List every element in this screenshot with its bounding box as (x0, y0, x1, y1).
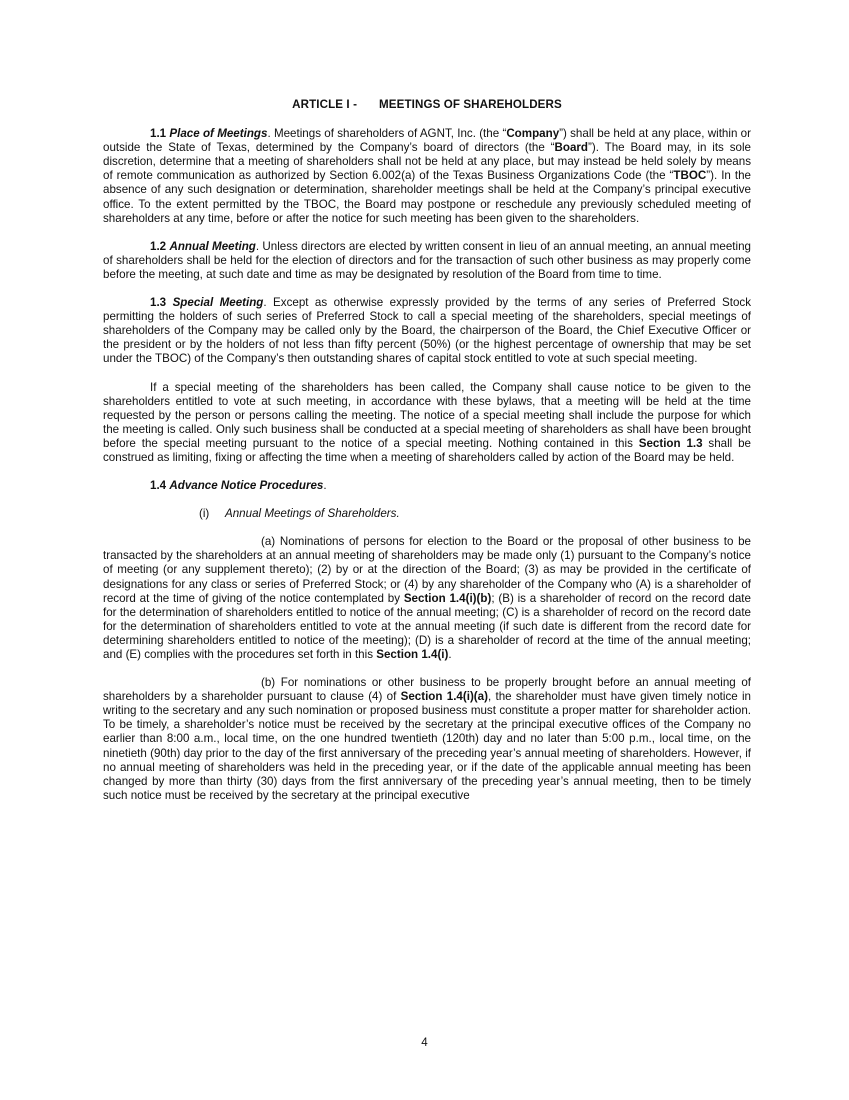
subsection-1-4-i (199, 507, 751, 521)
section-number: 1.2 (150, 239, 167, 253)
section-reference: Section 1.4(i)(a) (400, 690, 488, 704)
document-page (103, 98, 751, 817)
subsection-heading: Annual Meetings of Shareholders. (225, 507, 400, 521)
section-number: 1.1 (150, 127, 167, 141)
defined-term: TBOC (673, 169, 707, 183)
article-title: MEETINGS OF SHAREHOLDERS (379, 98, 562, 111)
section-reference: Section 1.3 (638, 436, 703, 450)
section-heading: Advance Notice Procedures (169, 479, 324, 493)
section-1-1: 1.1 Place of Meetings. Meetings of shareholders of AGNT, Inc. (the “Company”) shall be held at any place, within or outside the State of Texas, determined by the Company’s board of directors (the “Board”). The Board may, in its sole discretion, determine that a meeting of shareholders shall not be held at any place, but may instead be held solely by means of remote communication as authorized by Section 6.002(a) of the Texas Business Organizations Code (the “TBOC”). In the absence of any such designation or determination, shareholder meetings shall be held at the Company’s principal executive office. To the extent permitted by the TBOC, the Board may postpone or reschedule any previously scheduled meeting of shareholders at any time, before or after the notice for such meeting has been given to the shareholders. (103, 127, 752, 225)
section-reference: Section 1.4(i) (376, 648, 449, 661)
section-1-3-paragraph-2: If a special meeting of the shareholders has been called, the Company shall cause notice to be given to the shareholders entitled to vote at such meeting, in accordance with these bylaws, that a meeting will be held at the time requested by the person or persons calling the meeting. The notice of a special meeting shall include the purpose for which the meeting is called. Only such business shall be conducted at a special meeting of shareholders as shall have been brought before the special meeting pursuant to the notice of a special meeting. Nothing contained in this Section 1.3 shall be construed as limiting, fixing or affecting the time when a meeting of shareholders called by action of the Board may be held. (103, 380, 751, 464)
defined-term: Board (554, 141, 589, 155)
section-heading: Special Meeting (172, 296, 264, 310)
section-1-3: 1.3 Special Meeting. Except as otherwise expressly provided by the terms of any series of Preferred Stock permitting the holders of such series of Preferred Stock to call a special meeting of the shareholders, special meetings of shareholders of the Company may be called only by the Board, the chairperson of the Board, the Chief Executive Officer or the president or by the holders of not less than fifty percent (50%) (or the highest percentage of ownership that may be set under the TBOC) of the Company’s then outstanding shares of capital stock entitled to vote at such special meeting. (103, 296, 751, 366)
section-number: 1.3 (150, 296, 167, 310)
article-label: ARTICLE I - (292, 98, 358, 111)
clause-1-4-i-b: (b) For nominations or other business to be properly brought before an annual meeting of shareholders by a shareholder pursuant to clause (4) of Section 1.4(i)(a), the shareholder must have given timely notice in writing to the secretary and any such nomination or proposed business must constitute a proper matter for shareholder action. To be timely, a shareholder’s notice must be received by the secretary at the principal executive offices of the Company no earlier than 8:00 a.m., local time, on the one hundred twentieth (120th) day and no later than 5:00 p.m., local time, on the ninetieth (90th) day prior to the day of the first anniversary of the preceding year’s annual meeting of shareholders. However, if no annual meeting of shareholders was held in the preceding year, or if the date of the applicable annual meeting has been changed by more than thirty (30) days from the first anniversary of the preceding year’s annual meeting, then to be timely such notice must be received by the secretary at the principal executive (103, 676, 751, 802)
article-heading (103, 98, 751, 112)
defined-term: Company (506, 127, 560, 141)
section-heading: Annual Meeting (169, 239, 256, 253)
section-reference: Section 1.4(i)(b) (403, 591, 492, 605)
section-heading: Place of Meetings (169, 127, 268, 141)
clause-1-4-i-a: (a) Nominations of persons for election to the Board or the proposal of other business to be transacted by the shareholders at an annual meeting of shareholders may be made only (1) pursuant to the Company’s notice of meeting (or any supplement thereto); (2) by or at the direction of the Board; (3) as may be provided in the certificate of designations for any class or series of Preferred Stock; or (4) by any shareholder of the Company who (A) is a shareholder of record at the time of giving of the notice contemplated by Section 1.4(i)(b); (B) is a shareholder of record on the record date for the determination of shareholders entitled to notice of the annual meeting; (C) is a shareholder of record on the record date for the determination of shareholders entitled to vote at the annual meeting (if such date is different from the record date for determining shareholders entitled to notice of the meeting); (D) is a shareholder of record at the time of the annual meeting; and (E) complies with the procedures set forth in this Section 1.4(i). (103, 535, 751, 661)
section-number: 1.4 (150, 479, 167, 493)
page-number: 4 (421, 1036, 428, 1049)
subsection-number: (i) (199, 507, 210, 521)
section-1-2: 1.2 Annual Meeting. Unless directors are elected by written consent in lieu of an annual meeting, an annual meeting of shareholders shall be held for the election of directors and for the transaction of such other business as may properly come before the meeting, at such date and time as may be designated by resolution of the Board from time to time. (103, 239, 752, 281)
section-1-4: 1.4 Advance Notice Procedures. (150, 479, 327, 493)
